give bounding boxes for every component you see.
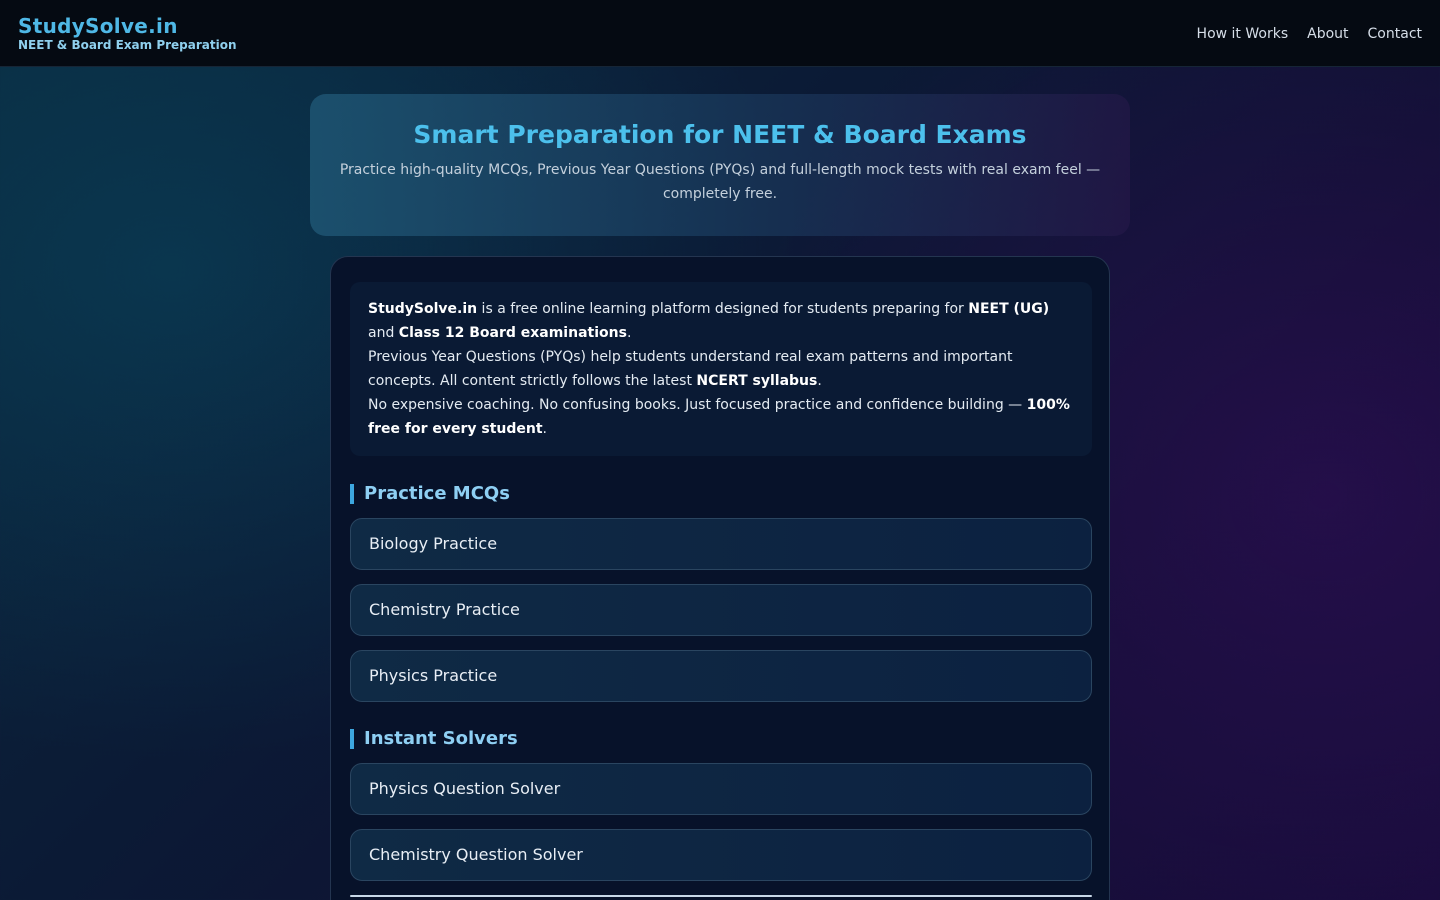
content-card: [330, 256, 1110, 900]
intro-paragraph-1: [368, 297, 1074, 345]
intro-ncert: NCERT syllabus: [696, 373, 818, 389]
link-chemistry-practice[interactable]: Chemistry Practice: [350, 584, 1092, 636]
intro-text: and: [368, 325, 399, 341]
intro-text: No expensive coaching. No confusing books. Just focused practice and confidence building —: [368, 397, 1027, 413]
intro-text: .: [817, 373, 822, 389]
hero-banner: [310, 94, 1130, 236]
intro-neet: NEET (UG): [968, 301, 1050, 317]
nav-how-it-works[interactable]: How it Works: [1196, 26, 1289, 42]
intro-free: 100% free for every student: [368, 397, 1070, 437]
intro-brand: StudySolve.in: [368, 301, 478, 317]
intro-board: Class 12 Board examinations: [398, 325, 627, 341]
link-physics-question-solver[interactable]: Physics Question Solver: [350, 763, 1092, 815]
nav-contact[interactable]: Contact: [1367, 26, 1422, 42]
section-title-practice-mcqs: Practice MCQs: [350, 484, 510, 504]
section-divider: [350, 895, 1092, 897]
intro-text: is a free online learning platform designed for students preparing for: [477, 301, 969, 317]
brand-name[interactable]: StudySolve.in: [18, 14, 178, 38]
link-chemistry-question-solver[interactable]: Chemistry Question Solver: [350, 829, 1092, 881]
hero-subtitle: Practice high-quality MCQs, Previous Year Questions (PYQs) and full-length mock tests with real exam feel — completely free.: [339, 162, 1101, 202]
intro-box: [350, 282, 1092, 456]
intro-text: .: [626, 325, 632, 341]
top-navbar: [0, 0, 1440, 67]
hero-title: Smart Preparation for NEET & Board Exams: [413, 120, 1027, 149]
brand-tagline: NEET & Board Exam Preparation: [18, 38, 237, 52]
main-nav: [1197, 24, 1422, 44]
link-physics-practice[interactable]: Physics Practice: [350, 650, 1092, 702]
intro-text: Previous Year Questions (PYQs) help students understand real exam patterns and important concepts. All content strictly follows the latest: [368, 349, 1013, 389]
link-biology-practice[interactable]: Biology Practice: [350, 518, 1092, 570]
section-title-instant-solvers: Instant Solvers: [350, 729, 518, 749]
brand[interactable]: [18, 14, 237, 52]
intro-paragraph-2: [368, 345, 1074, 393]
nav-about[interactable]: About: [1307, 26, 1349, 42]
intro-text: .: [542, 421, 547, 437]
intro-paragraph-3: [368, 393, 1074, 441]
